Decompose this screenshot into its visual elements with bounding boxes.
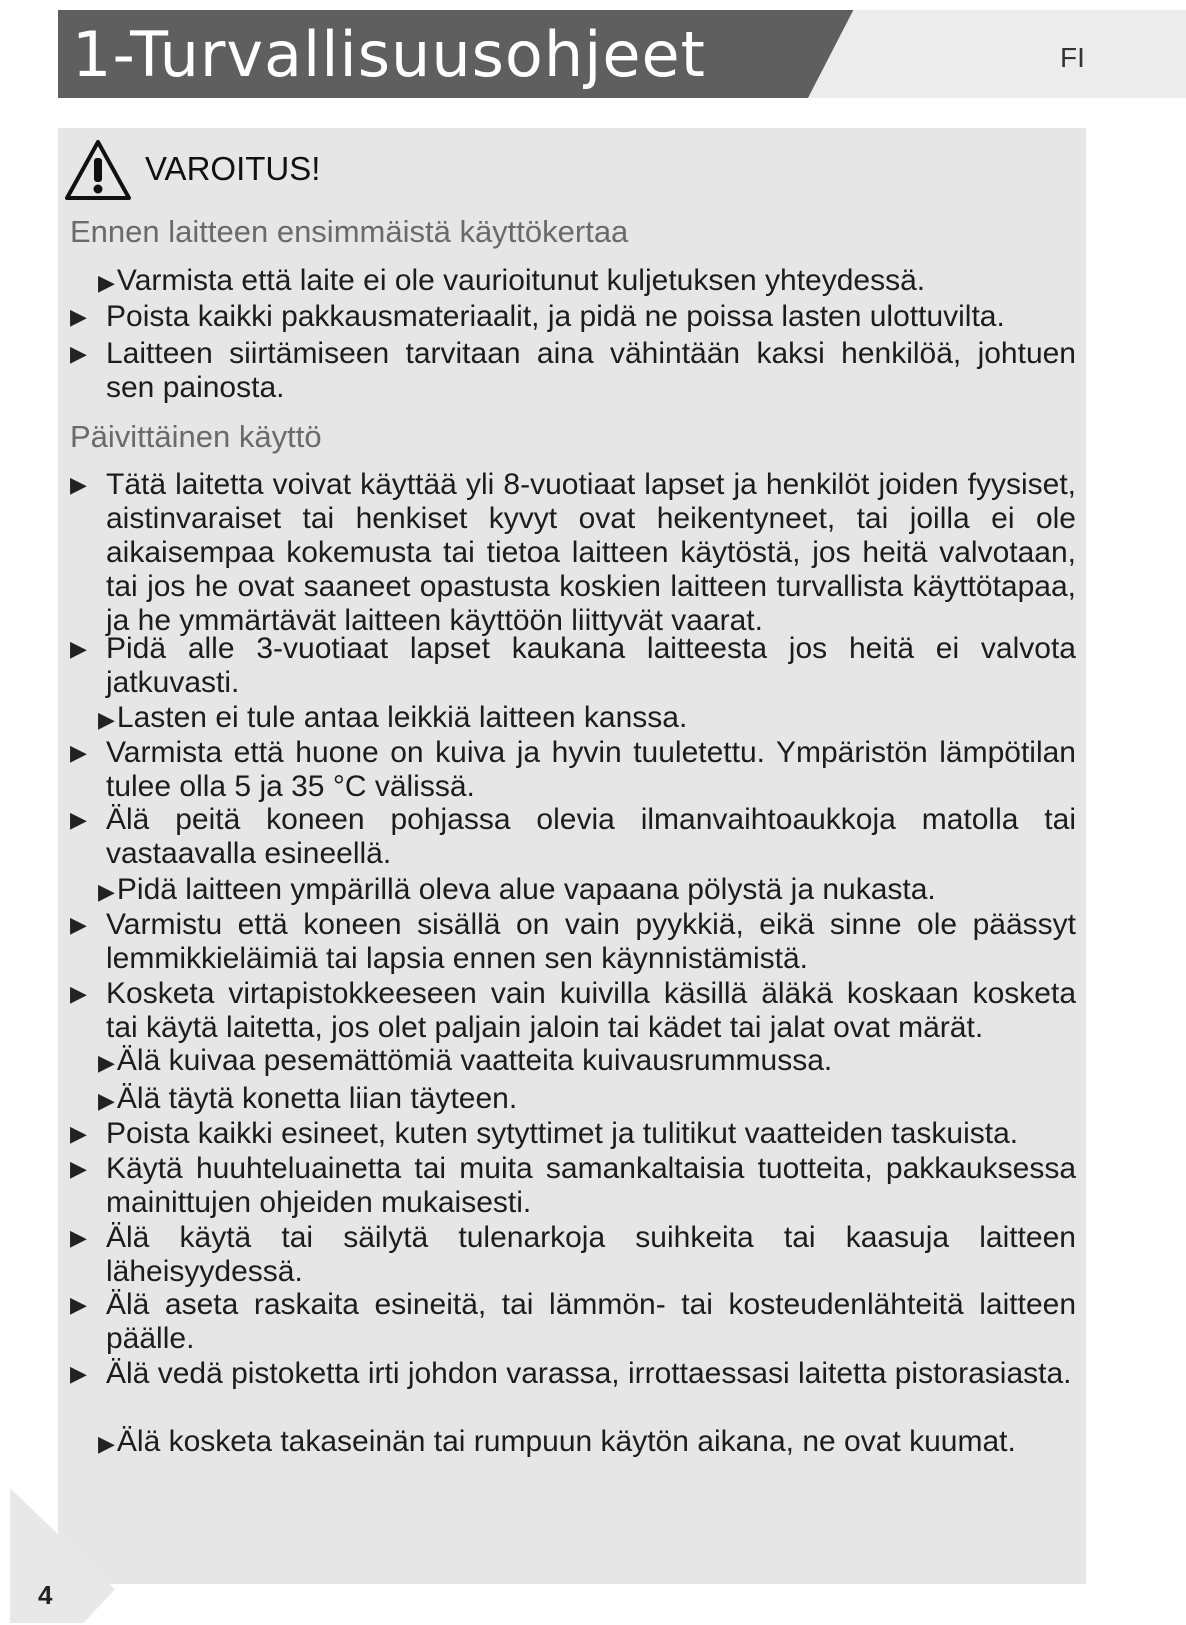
bullet-icon: ▶	[70, 807, 87, 832]
list-item: ▶Lasten ei tule antaa leikkiä laitteen kanssa.	[98, 701, 688, 734]
bullet-icon: ▶	[70, 636, 87, 661]
bullet-icon: ▶	[70, 1361, 87, 1386]
list-item: ▶ Poista kaikki esineet, kuten sytyttimet ja tulitikut vaatteiden taskuista.	[70, 1117, 1019, 1150]
page-number: 4	[38, 1580, 53, 1610]
bullet-icon: ▶	[70, 1121, 87, 1146]
warning-title: VAROITUS!	[145, 150, 321, 187]
bullet-icon: ▶	[70, 1156, 87, 1181]
bullet-icon: ▶	[98, 707, 115, 732]
bullet-icon: ▶	[70, 1225, 87, 1250]
list-item: ▶ Varmista että huone on kuiva ja hyvin tuuletettu. Ympäristön lämpötilan tulee olla 5 ja 35 °C välissä.	[70, 736, 1076, 803]
list-item: ▶ Kosketa virtapistokkeeseen vain kuivilla käsillä äläkä koskaan kosketa tai käytä laitetta, jos olet paljain jaloin tai kädet tai jalat ovat märät.	[70, 977, 1076, 1044]
list-item: ▶ Tätä laitetta voivat käyttää yli 8-vuotiaat lapset ja henkilöt joiden fyysiset, aistinvaraiset tai henkiset kyvyt ovat heikentyneet, tai joilla ei ole aikaisempaa kokemusta tai tietoa laitteen käytöstä, jos heitä valvotaan, tai jos he ovat saaneet opastusta koskien laitteen turvallista käyttötapaa, ja he ymmärtävät laitteen käyttöön liittyvät vaarat.	[70, 468, 1076, 637]
bullet-icon: ▶	[98, 879, 115, 904]
list-item: ▶Älä täytä konetta liian täyteen.	[98, 1082, 518, 1115]
list-item: ▶ Poista kaikki pakkausmateriaalit, ja pidä ne poissa lasten ulottuvilta.	[70, 300, 1005, 333]
list-item: ▶Varmista että laite ei ole vaurioitunut kuljetuksen yhteydessä.	[98, 264, 926, 297]
list-item: ▶ Älä vedä pistoketta irti johdon varassa, irrottaessasi laitetta pistorasiasta.	[70, 1357, 1072, 1390]
bullet-icon: ▶	[98, 270, 115, 295]
section-title: Ennen laitteen ensimmäistä käyttökertaa	[70, 214, 629, 249]
language-tab	[808, 10, 1186, 98]
bullet-icon: ▶	[70, 304, 87, 329]
bullet-icon: ▶	[98, 1050, 115, 1075]
bullet-icon: ▶	[70, 1292, 87, 1317]
bullet-icon: ▶	[70, 740, 87, 765]
list-item: ▶ Pidä alle 3-vuotiaat lapset kaukana laitteesta jos heitä ei valvota jatkuvasti.	[70, 632, 1076, 699]
list-item: ▶ Älä aseta raskaita esineitä, tai lämmön- tai kosteudenlähteitä laitteen päälle.	[70, 1288, 1076, 1355]
bullet-icon: ▶	[70, 472, 87, 497]
list-item: ▶Älä kosketa takaseinän tai rumpuun käytön aikana, ne ovat kuumat.	[98, 1425, 1016, 1458]
list-item: ▶Pidä laitteen ympärillä oleva alue vapaana pölystä ja nukasta.	[98, 873, 936, 906]
list-item: ▶ Älä käytä tai säilytä tulenarkoja suihkeita tai kaasuja laitteen läheisyydessä.	[70, 1221, 1076, 1288]
language-label: FI	[1060, 42, 1085, 73]
bullet-icon: ▶	[98, 1088, 115, 1113]
bullet-icon: ▶	[70, 912, 87, 937]
list-item: ▶ Käytä huuhteluainetta tai muita samankaltaisia tuotteita, pakkauksessa mainittujen ohjeiden mukaisesti.	[70, 1152, 1076, 1219]
page-title: 1-Turvallisuusohjeet	[72, 18, 706, 91]
list-item: ▶ Varmistu että koneen sisällä on vain pyykkiä, eikä sinne ole päässyt lemmikkieläimiä tai lapsia ennen sen käynnistämistä.	[70, 908, 1076, 975]
warning-triangle-icon	[63, 138, 133, 202]
list-item: ▶Älä kuivaa pesemättömiä vaatteita kuivausrummussa.	[98, 1044, 833, 1077]
bullet-icon: ▶	[70, 981, 87, 1006]
bullet-icon: ▶	[98, 1431, 115, 1456]
list-item: ▶ Älä peitä koneen pohjassa olevia ilmanvaihtoaukkoja matolla tai vastaavalla esineellä.	[70, 803, 1076, 870]
section-title: Päivittäinen käyttö	[70, 419, 322, 454]
list-item: ▶ Laitteen siirtämiseen tarvitaan aina vähintään kaksi henkilöä, johtuen sen painosta.	[70, 337, 1076, 404]
bullet-icon: ▶	[70, 341, 87, 366]
